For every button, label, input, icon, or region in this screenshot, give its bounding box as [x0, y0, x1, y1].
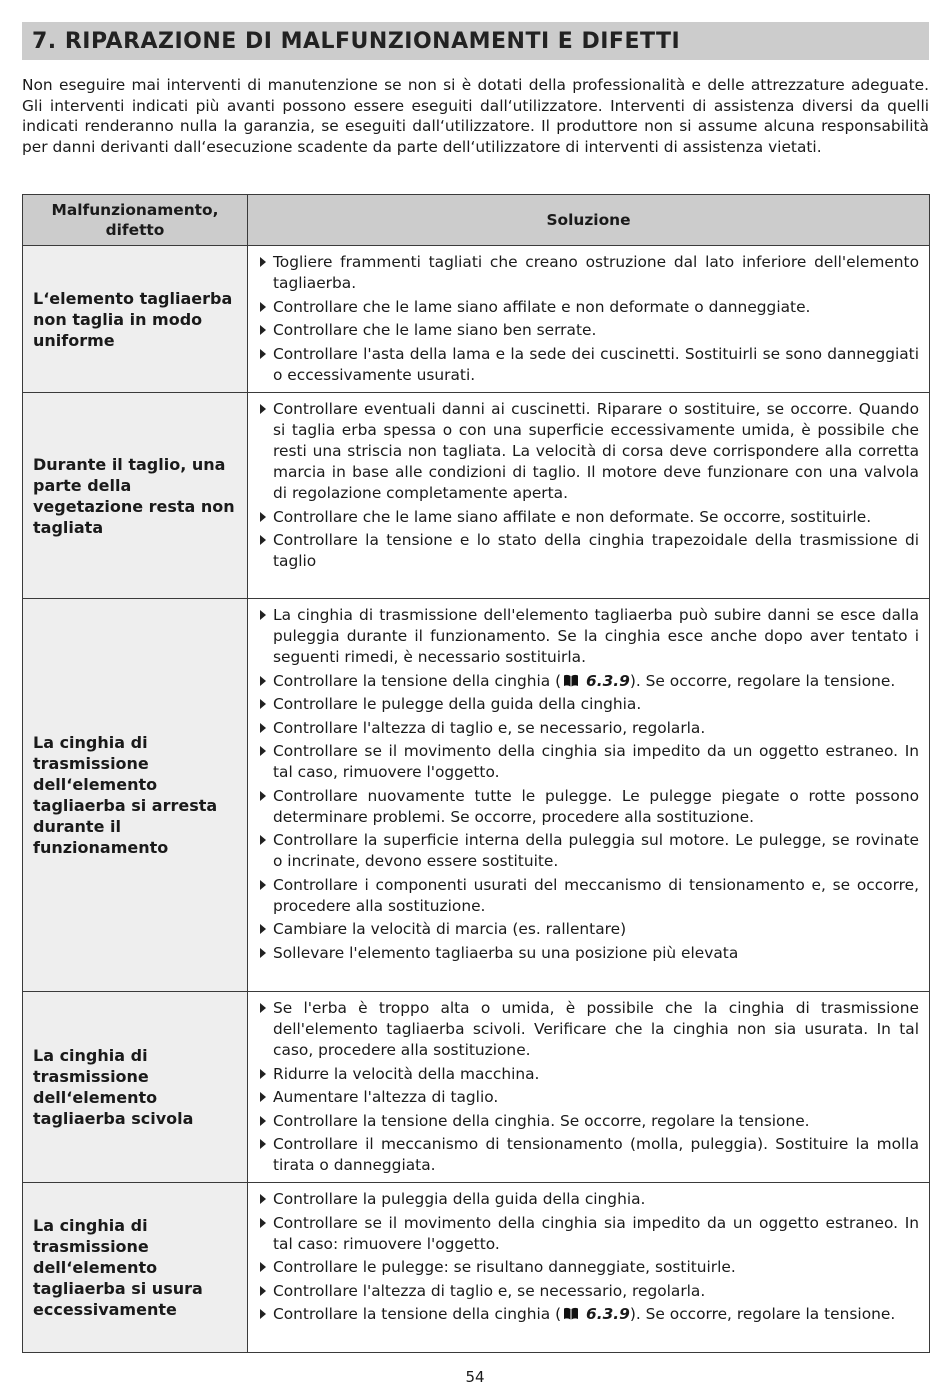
solution-item: La cinghia di trasmissione dell'elemento tagliaerba può subire danni se esce dalla puleggia durante il funzionamento. Se la cinghia esce anche dopo aver tentato i seguenti rimedi, è necessario sostituirla. — [260, 605, 919, 668]
solution-item: Controllare che le lame siano affilate e non deformate. Se occorre, sostituirle. — [260, 507, 919, 528]
table-row — [23, 246, 930, 393]
fault-cell: La cinghia di trasmissione dell‘elemento tagliaerba si arresta durante il funzionamento — [23, 599, 248, 992]
solution-list — [260, 998, 919, 1176]
solution-item — [260, 671, 919, 692]
troubleshooting-table — [22, 194, 930, 1353]
section-title: 7. RIPARAZIONE DI MALFUNZIONAMENTI E DIFETTI — [32, 28, 681, 54]
page-number: 54 — [465, 1368, 485, 1386]
solution-item: Controllare se il movimento della cinghia sia impedito da un oggetto estraneo. In tal caso, rimuovere l'oggetto. — [260, 741, 919, 783]
solution-item: Controllare la tensione e lo stato della cinghia trapezoidale della trasmissione di taglio — [260, 530, 919, 572]
table-row — [23, 599, 930, 992]
section-reference: 6.3.9 — [586, 671, 630, 690]
solution-list — [260, 252, 919, 386]
fault-cell: Durante il taglio, una parte della vegetazione resta non tagliata — [23, 393, 248, 599]
solution-item: Controllare la tensione della cinghia. Se occorre, regolare la tensione. — [260, 1111, 919, 1132]
solution-list — [260, 605, 919, 964]
solution-cell — [248, 1183, 930, 1353]
section-reference: 6.3.9 — [586, 1305, 630, 1323]
solution-item: Controllare la puleggia della guida della cinghia. — [260, 1189, 919, 1210]
solution-item: Controllare l'altezza di taglio e, se necessario, regolarla. — [260, 1281, 919, 1302]
solution-item: Controllare nuovamente tutte le pulegge. Le pulegge piegate o rotte possono determinare problemi. Se occorre, procedere alla sostituzione. — [260, 786, 919, 828]
section-heading-bar — [22, 22, 929, 60]
fault-cell: L‘elemento tagliaerba non taglia in modo uniforme — [23, 246, 248, 393]
solution-list — [260, 399, 919, 572]
solution-list — [260, 1189, 919, 1325]
solution-item — [260, 1304, 919, 1325]
solution-cell — [248, 393, 930, 599]
solution-item: Togliere frammenti tagliati che creano ostruzione dal lato inferiore dell'elemento tagliaerba. — [260, 252, 919, 294]
ref-open: ( — [550, 1305, 562, 1323]
solution-item: Controllare l'asta della lama e la sede dei cuscinetti. Sostituirli se sono danneggiati o eccessivamente usurati. — [260, 344, 919, 386]
book-icon — [563, 674, 579, 687]
solution-item: Controllare l'altezza di taglio e, se necessario, regolarla. — [260, 718, 919, 739]
ref-open: ( — [550, 671, 562, 690]
solution-item: Controllare che le lame siano affilate e non deformate o danneggiate. — [260, 297, 919, 318]
solution-item: Se l'erba è troppo alta o umida, è possibile che la cinghia di trasmissione dell'elemento tagliaerba scivoli. Verificare che la cinghia non sia usurata. In tal caso, procedere alla sostituzione. — [260, 998, 919, 1061]
solution-item: Controllare il meccanismo di tensionamento (molla, puleggia). Sostituire la molla tirata o danneggiata. — [260, 1134, 919, 1176]
fault-cell: La cinghia di trasmissione dell‘elemento tagliaerba scivola — [23, 992, 248, 1183]
solution-item: Sollevare l'elemento tagliaerba su una posizione più elevata — [260, 943, 919, 964]
book-icon — [563, 1307, 579, 1320]
solution-item: Controllare se il movimento della cinghia sia impedito da un oggetto estraneo. In tal caso: rimuovere l'oggetto. — [260, 1213, 919, 1255]
solution-item: Ridurre la velocità della macchina. — [260, 1064, 919, 1085]
solution-item: Controllare i componenti usurati del meccanismo di tensionamento e, se occorre, procedere alla sostituzione. — [260, 875, 919, 917]
solution-text: Controllare la tensione della cinghia — [273, 1305, 551, 1323]
table-row — [23, 393, 930, 599]
solution-item: Controllare le pulegge: se risultano danneggiate, sostituirle. — [260, 1257, 919, 1278]
solution-item: Cambiare la velocità di marcia (es. rallentare) — [260, 919, 919, 940]
solution-cell — [248, 246, 930, 393]
solution-item: Controllare la superficie interna della puleggia sul motore. Le pulegge, se rovinate o incrinate, devono essere sostituite. — [260, 830, 919, 872]
fault-cell: La cinghia di trasmissione dell‘elemento tagliaerba si usura eccessivamente — [23, 1183, 248, 1353]
solution-cell — [248, 992, 930, 1183]
table-header-row — [23, 195, 930, 246]
col-header-fault: Malfunzionamento, difetto — [23, 195, 248, 246]
solution-text: Controllare la tensione della cinghia — [273, 671, 551, 690]
solution-cell — [248, 599, 930, 992]
table-row — [23, 1183, 930, 1353]
solution-item: Controllare le pulegge della guida della cinghia. — [260, 694, 919, 715]
ref-close: ). Se occorre, regolare la tensione. — [629, 1305, 896, 1323]
col-header-solution: Soluzione — [248, 195, 930, 246]
table-row — [23, 992, 930, 1183]
intro-paragraph: Non eseguire mai interventi di manutenzione se non si è dotati della professionalità e delle attrezzature adeguate. Gli interventi indicati più avanti possono essere eseguiti dall‘utilizzatore. Interventi di assistenza diversi da quelli indicati renderanno nulla la garanzia, se eseguiti dall‘utilizzatore. Il produttore non si assume alcuna responsabilità per danni derivanti dall‘esecuzione scadente da parte dell‘utilizzatore di interventi di assistenza vietati. — [22, 76, 929, 156]
solution-item: Controllare eventuali danni ai cuscinetti. Riparare o sostituire, se occorre. Quando si taglia erba spessa o con una superficie eccessivamente umida, è possibile che resti una striscia non tagliata. La velocità di corsa deve corrispondere alla corretta marcia in base alle condizioni di taglio. Il motore deve funzionare con una valvola di regolazione completamente aperta. — [260, 399, 919, 504]
solution-item: Controllare che le lame siano ben serrate. — [260, 320, 919, 341]
solution-item: Aumentare l'altezza di taglio. — [260, 1087, 919, 1108]
ref-close: ). Se occorre, regolare la tensione. — [629, 671, 896, 690]
